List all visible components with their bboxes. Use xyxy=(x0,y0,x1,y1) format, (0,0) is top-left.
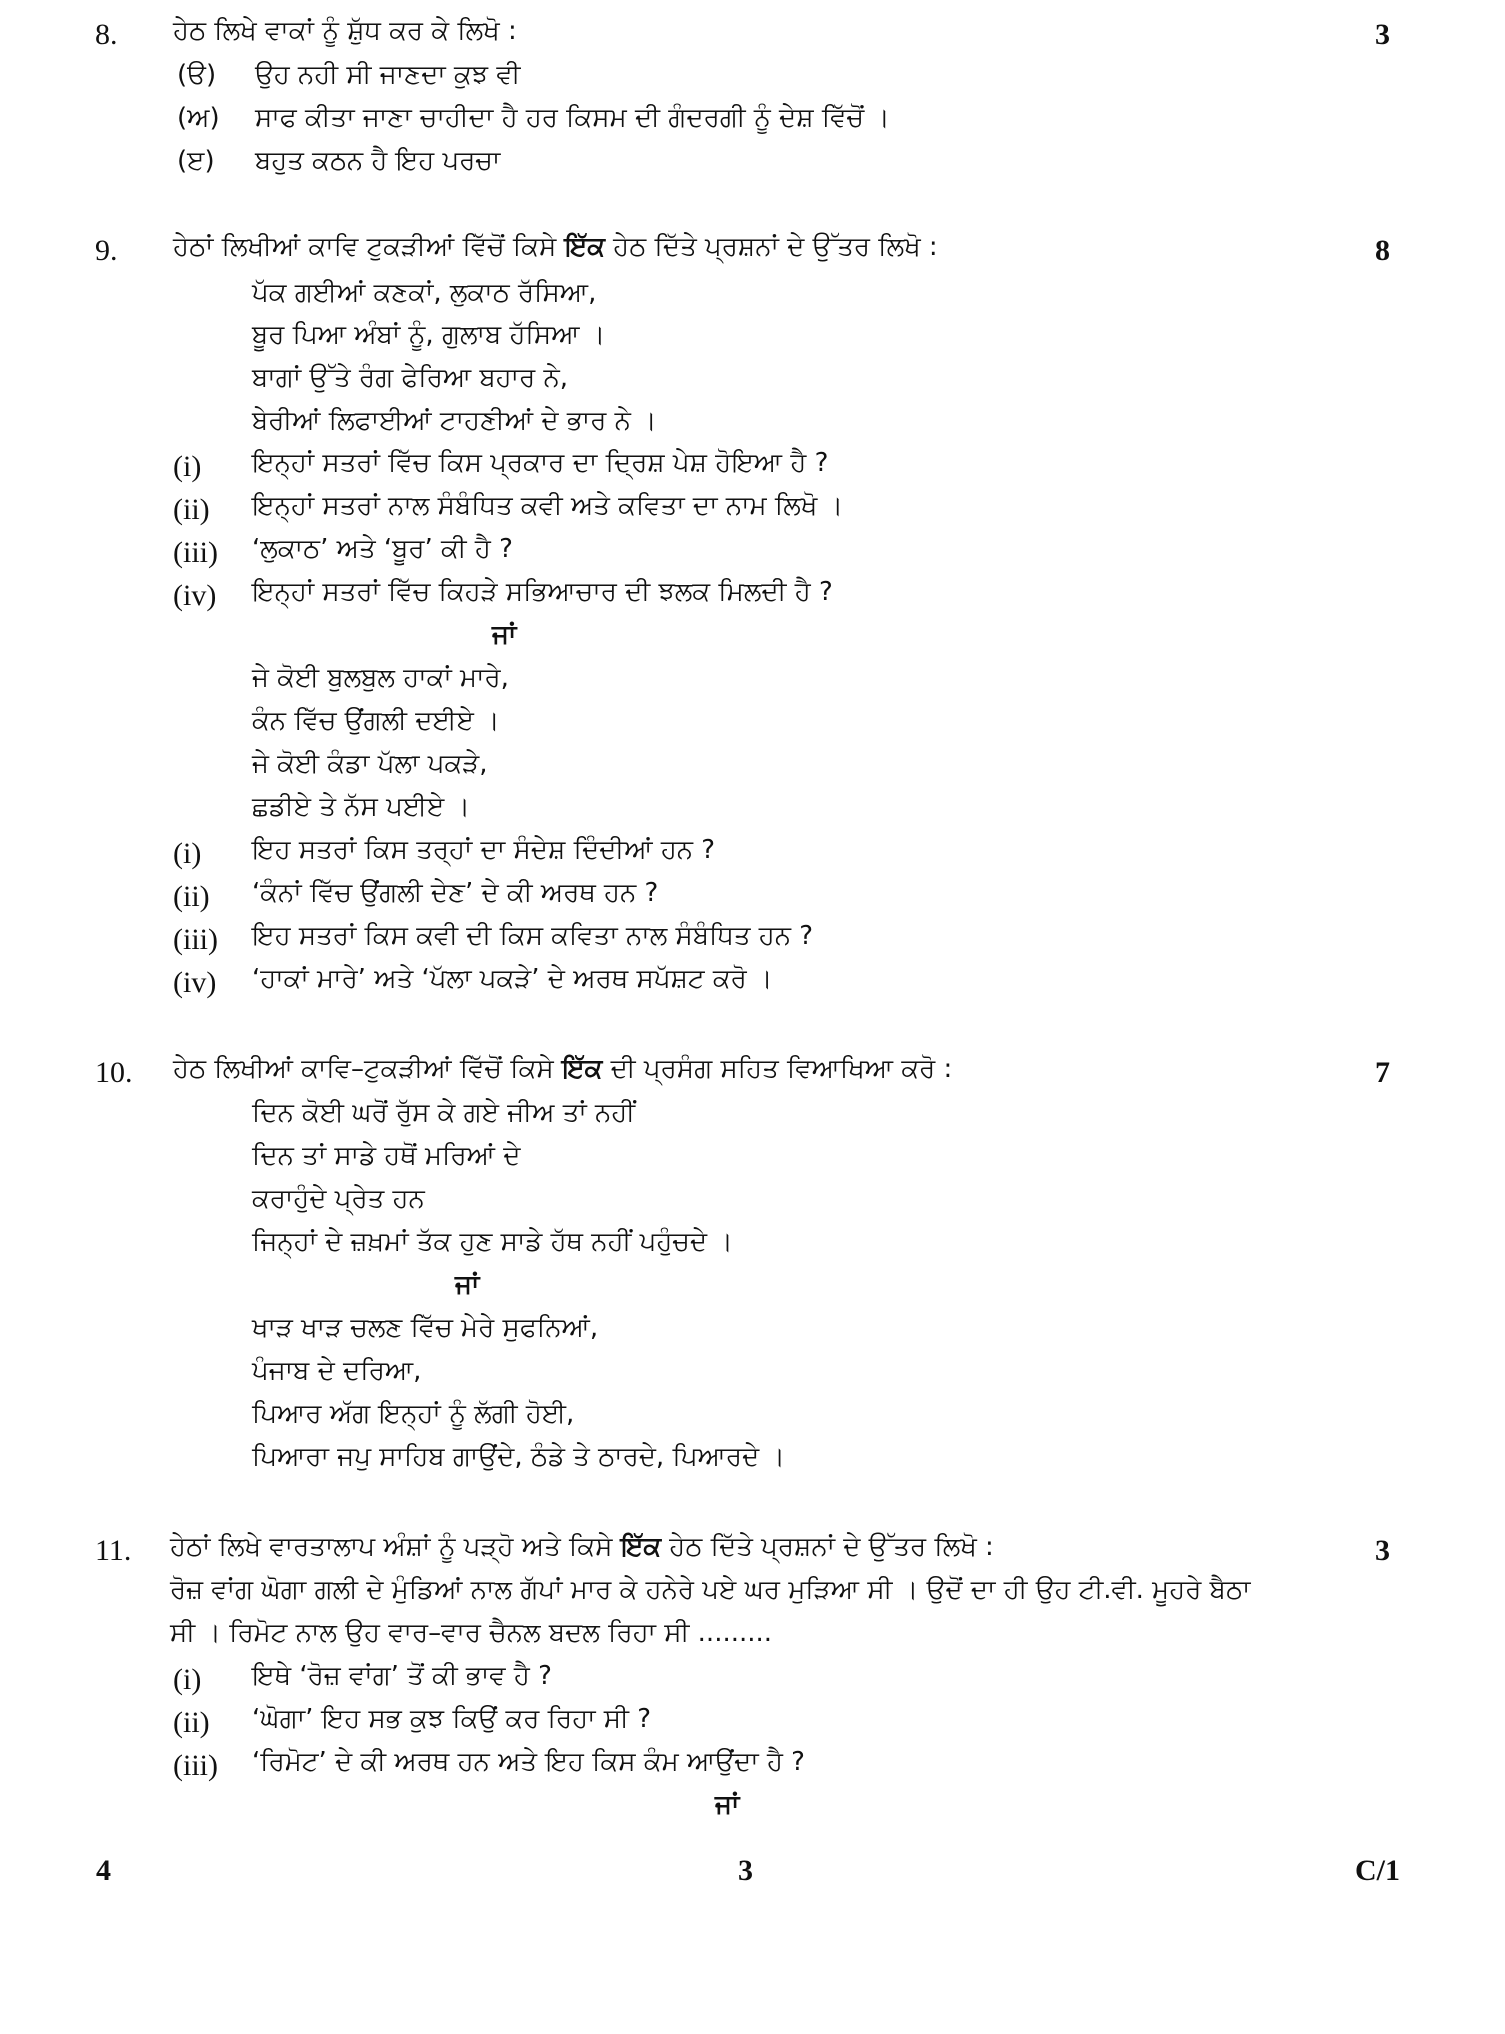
poem-line: ਜੇ ਕੋਈ ਕੰਡਾ ਪੱਲਾ ਪਕੜੇ, xyxy=(252,749,488,779)
footer-code: C/1 xyxy=(1355,1854,1400,1887)
passage-line: ਰੋਜ਼ ਵਾਂਗ ਘੋਗਾ ਗਲੀ ਦੇ ਮੁੰਡਿਆਂ ਨਾਲ ਗੱਪਾਂ ਮਾਰ ਕੇ ਹਨੇਰੇ ਪਏ ਘਰ ਮੁੜਿਆ ਸੀ । ਉਦੋਂ ਦਾ ਹੀ ਉਹ ਟੀ.ਵੀ. ਮੂਹਰੇ ਬੈਠਾ xyxy=(170,1575,1251,1605)
poem-line: ਜੇ ਕੋਈ ਬੁਲਬੁਲ ਹਾਕਾਂ ਮਾਰੇ, xyxy=(252,663,509,693)
question-prompt: ਹੇਠ ਲਿਖੇ ਵਾਕਾਂ ਨੂੰ ਸ਼ੁੱਧ ਕਰ ਕੇ ਲਿਖੋ : xyxy=(173,16,517,46)
subq-label: (iv) xyxy=(173,579,217,612)
poem-line: ਜਿਨ੍ਹਾਂ ਦੇ ਜ਼ਖ਼ਮਾਂ ਤੱਕ ਹੁਣ ਸਾਡੇ ਹੱਥ ਨਹੀਂ ਪਹੁੰਚਦੇ । xyxy=(252,1227,733,1257)
subq-label: (i) xyxy=(173,450,202,483)
prompt-text: ਹੇਠ ਦਿੱਤੇ ਪ੍ਰਸ਼ਨਾਂ ਦੇ ਉੱਤਰ ਲਿਖੋ : xyxy=(604,232,938,262)
question-marks: 8 xyxy=(1375,234,1390,267)
item-text: ਸਾਫ ਕੀਤਾ ਜਾਣਾ ਚਾਹੀਦਾ ਹੈ ਹਰ ਕਿਸਮ ਦੀ ਗੰਦਰਗੀ ਨੂੰ ਦੇਸ਼ ਵਿੱਚੋਂ । xyxy=(255,103,890,133)
item-label: (ੳ) xyxy=(177,60,217,90)
poem-line: ਪੱਕ ਗਈਆਂ ਕਣਕਾਂ, ਲੁਕਾਠ ਰੱਸਿਆ, xyxy=(252,278,597,308)
subq-label: (ii) xyxy=(173,880,210,913)
poem-line: ਕੰਨ ਵਿੱਚ ਉਂਗਲੀ ਦਈਏ । xyxy=(252,706,500,736)
question-number: 8. xyxy=(95,18,118,51)
subq-text: ‘ਰਿਮੋਟ’ ਦੇ ਕੀ ਅਰਥ ਹਨ ਅਤੇ ਇਹ ਕਿਸ ਕੰਮ ਆਉਂਦਾ ਹੈ ? xyxy=(252,1747,805,1777)
subq-text: ‘ਘੋਗਾ’ ਇਹ ਸਭ ਕੁਝ ਕਿਉਂ ਕਰ ਰਿਹਾ ਸੀ ? xyxy=(252,1704,652,1734)
poem-line: ਦਿਨ ਤਾਂ ਸਾਡੇ ਹਥੋਂ ਮਰਿਆਂ ਦੇ xyxy=(252,1141,521,1171)
prompt-text: ਹੇਠਾਂ ਲਿਖੇ ਵਾਰਤਾਲਾਪ ਅੰਸ਼ਾਂ ਨੂੰ ਪੜ੍ਹੋ ਅਤੇ ਕਿਸੇ xyxy=(170,1532,621,1562)
question-marks: 7 xyxy=(1375,1056,1390,1089)
prompt-text: ਹੇਠ ਲਿਖੀਆਂ ਕਾਵਿ–ਟੁਕੜੀਆਂ ਵਿੱਚੋਂ ਕਿਸੇ xyxy=(173,1054,562,1084)
subq-label: (iii) xyxy=(173,536,218,569)
poem-line: ਪਿਆਰ ਅੱਗ ਇਨ੍ਹਾਂ ਨੂੰ ਲੱਗੀ ਹੋਈ, xyxy=(252,1399,575,1429)
or-separator: ਜਾਂ xyxy=(455,1270,480,1300)
poem-line: ਕਰਾਹੁੰਦੇ ਪ੍ਰੇਤ ਹਨ xyxy=(252,1184,425,1214)
subq-label: (iii) xyxy=(173,1749,218,1782)
item-text: ਉਹ ਨਹੀ ਸੀ ਜਾਣਦਾ ਕੁਝ ਵੀ xyxy=(255,60,521,90)
page-number: 3 xyxy=(738,1854,753,1887)
prompt-emphasis: ਇੱਕ xyxy=(620,1532,662,1562)
item-label: (ਅ) xyxy=(177,103,220,133)
footer-left: 4 xyxy=(96,1854,111,1887)
poem-line: ਖਾੜ ਖਾੜ ਚਲਣ ਵਿੱਚ ਮੇਰੇ ਸੁਫਨਿਆਂ, xyxy=(252,1313,599,1343)
poem-line: ਬਾਗਾਂ ਉੱਤੇ ਰੰਗ ਫੇਰਿਆ ਬਹਾਰ ਨੇ, xyxy=(252,363,568,393)
subq-label: (i) xyxy=(173,837,202,870)
question-number: 9. xyxy=(95,234,118,267)
subq-text: ਇਨ੍ਹਾਂ ਸਤਰਾਂ ਵਿੱਚ ਕਿਸ ਪ੍ਰਕਾਰ ਦਾ ਦ੍ਰਿਸ਼ ਪੇਸ਼ ਹੋਇਆ ਹੈ ? xyxy=(252,448,829,478)
subq-text: ‘ਲੁਕਾਠ’ ਅਤੇ ‘ਬੂਰ’ ਕੀ ਹੈ ? xyxy=(252,534,513,564)
question-number: 11. xyxy=(95,1534,132,1567)
question-prompt xyxy=(173,1056,952,1082)
passage-line: ਸੀ । ਰਿਮੋਟ ਨਾਲ ਉਹ ਵਾਰ–ਵਾਰ ਚੈਨਲ ਬਦਲ ਰਿਹਾ ਸੀ ......... xyxy=(170,1618,773,1648)
prompt-text: ਹੇਠ ਦਿੱਤੇ ਪ੍ਰਸ਼ਨਾਂ ਦੇ ਉੱਤਰ ਲਿਖੋ : xyxy=(661,1532,994,1562)
question-prompt xyxy=(170,1534,994,1560)
or-separator: ਜਾਂ xyxy=(492,620,517,650)
subq-label: (i) xyxy=(173,1663,202,1696)
question-marks: 3 xyxy=(1375,1534,1390,1567)
poem-line: ਪਿਆਰਾ ਜਪੁ ਸਾਹਿਬ ਗਾਉਂਦੇ, ਠੰਡੇ ਤੇ ਠਾਰਦੇ, ਪਿਆਰਦੇ । xyxy=(252,1442,785,1472)
or-separator: ਜਾਂ xyxy=(715,1790,740,1820)
poem-line: ਬੇਰੀਆਂ ਲਿਫਾਈਆਂ ਟਾਹਣੀਆਂ ਦੇ ਭਾਰ ਨੇ । xyxy=(252,406,657,436)
item-label: (ੲ) xyxy=(177,146,215,176)
subq-label: (iii) xyxy=(173,923,218,956)
question-prompt xyxy=(173,234,938,260)
question-number: 10. xyxy=(95,1056,133,1089)
prompt-emphasis: ਇੱਕ xyxy=(564,232,605,262)
poem-line: ਬੂਰ ਪਿਆ ਅੰਬਾਂ ਨੂੰ, ਗੁਲਾਬ ਹੱਸਿਆ । xyxy=(252,320,606,350)
subq-text: ‘ਹਾਕਾਂ ਮਾਰੇ’ ਅਤੇ ‘ਪੱਲਾ ਪਕੜੇ’ ਦੇ ਅਰਥ ਸਪੱਸ਼ਟ ਕਰੋ । xyxy=(252,964,773,994)
item-text: ਬਹੁਤ ਕਠਨ ਹੈ ਇਹ ਪਰਚਾ xyxy=(255,146,501,176)
subq-text: ਇਨ੍ਹਾਂ ਸਤਰਾਂ ਵਿੱਚ ਕਿਹੜੇ ਸਭਿਆਚਾਰ ਦੀ ਝਲਕ ਮਿਲਦੀ ਹੈ ? xyxy=(252,577,833,607)
subq-label: (iv) xyxy=(173,966,217,999)
poem-line: ਦਿਨ ਕੋਈ ਘਰੋਂ ਰੁੱਸ ਕੇ ਗਏ ਜੀਅ ਤਾਂ ਨਹੀਂ xyxy=(252,1098,636,1128)
subq-text: ‘ਕੰਨਾਂ ਵਿੱਚ ਉਂਗਲੀ ਦੇਣ’ ਦੇ ਕੀ ਅਰਥ ਹਨ ? xyxy=(252,878,659,908)
subq-text: ਇਥੇ ‘ਰੋਜ਼ ਵਾਂਗ’ ਤੋਂ ਕੀ ਭਾਵ ਹੈ ? xyxy=(252,1661,552,1691)
prompt-text: ਹੇਠਾਂ ਲਿਖੀਆਂ ਕਾਵਿ ਟੁਕੜੀਆਂ ਵਿੱਚੋਂ ਕਿਸੇ xyxy=(173,232,565,262)
subq-label: (ii) xyxy=(173,493,210,526)
subq-text: ਇਹ ਸਤਰਾਂ ਕਿਸ ਤਰ੍ਹਾਂ ਦਾ ਸੰਦੇਸ਼ ਦਿੰਦੀਆਂ ਹਨ ? xyxy=(252,835,716,865)
prompt-text: ਦੀ ਪ੍ਰਸੰਗ ਸਹਿਤ ਵਿਆਖਿਆ ਕਰੋ : xyxy=(602,1054,953,1084)
poem-line: ਪੰਜਾਬ ਦੇ ਦਰਿਆ, xyxy=(252,1356,422,1386)
prompt-emphasis: ਇੱਕ xyxy=(561,1054,603,1084)
subq-text: ਇਹ ਸਤਰਾਂ ਕਿਸ ਕਵੀ ਦੀ ਕਿਸ ਕਵਿਤਾ ਨਾਲ ਸੰਬੰਧਿਤ ਹਨ ? xyxy=(252,921,814,951)
question-marks: 3 xyxy=(1375,18,1390,51)
poem-line: ਛਡੀਏ ਤੇ ਨੱਸ ਪਈਏ । xyxy=(252,792,471,822)
subq-text: ਇਨ੍ਹਾਂ ਸਤਰਾਂ ਨਾਲ ਸੰਬੰਧਿਤ ਕਵੀ ਅਤੇ ਕਵਿਤਾ ਦਾ ਨਾਮ ਲਿਖੋ । xyxy=(252,491,844,521)
subq-label: (ii) xyxy=(173,1706,210,1739)
